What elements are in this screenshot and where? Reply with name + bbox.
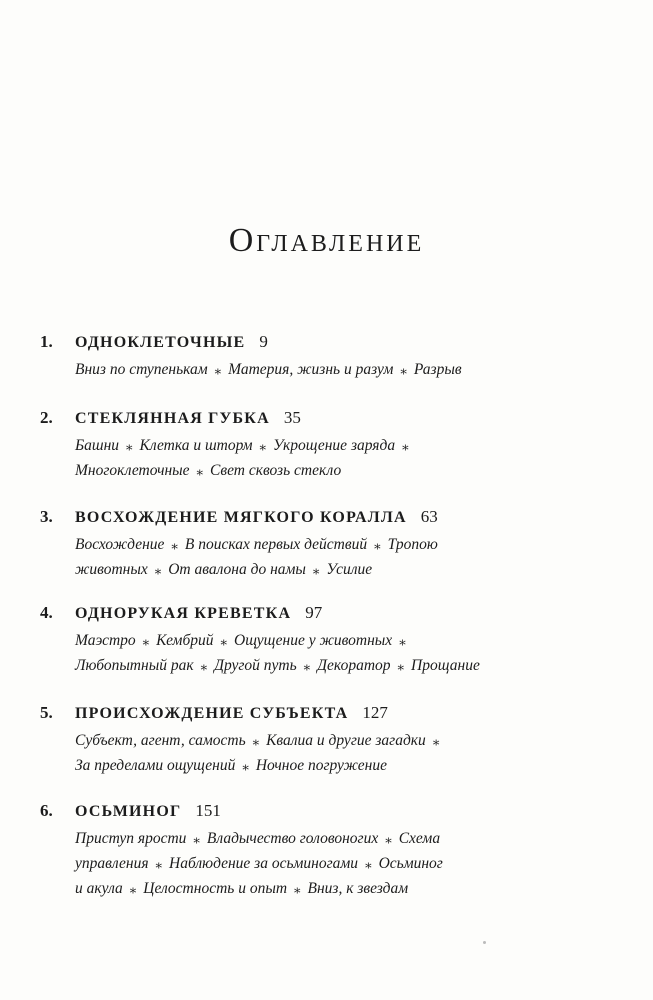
paper-speck (483, 941, 486, 944)
separator-asterisk: ⁎ (385, 831, 392, 846)
chapter-heading (40, 403, 630, 433)
separator-asterisk: ⁎ (200, 658, 208, 673)
chapter-page-number: 97 (305, 603, 323, 622)
topic-line: и акула ⁎ Целостность и опыт ⁎ Вниз, к звездам (75, 880, 409, 897)
chapter-number: 1. (40, 332, 53, 351)
separator-asterisk: ⁎ (252, 733, 260, 748)
chapter-page-number: 9 (259, 332, 268, 351)
topic-line: Приступ ярости ⁎ Владычество головоногих ⁎ Схема (75, 830, 441, 847)
separator-asterisk: ⁎ (171, 537, 178, 552)
topic-line: Любопытный рак ⁎ Другой путь ⁎ Декоратор ⁎ Прощание (75, 657, 480, 674)
separator-asterisk: ⁎ (374, 537, 381, 552)
chapter-number: 3. (40, 507, 53, 526)
separator-asterisk: ⁎ (154, 562, 162, 577)
chapter-title: ОДНОРУКАЯ КРЕВЕТКА (75, 605, 292, 622)
topic-line: животных ⁎ От авалона до намы ⁎ Усилие (75, 561, 373, 578)
separator-asterisk: ⁎ (294, 881, 301, 896)
chapter-topics (40, 532, 630, 582)
topic-line: Субъект, агент, самость ⁎ Квалиа и другие загадки ⁎ (75, 732, 440, 749)
separator-asterisk: ⁎ (126, 438, 133, 453)
topic-line: Многоклеточные ⁎ Свет сквозь стекло (75, 462, 342, 479)
separator-asterisk: ⁎ (242, 758, 249, 773)
chapter-heading (40, 796, 630, 826)
chapter-number: 5. (40, 703, 53, 722)
chapter-page-number: 63 (420, 507, 438, 526)
chapter-page-number: 127 (362, 703, 388, 722)
chapter-title: ОСЬМИНОГ (75, 803, 182, 820)
chapter-entry (40, 502, 630, 582)
chapter-number: 2. (40, 408, 53, 427)
chapter-title: СТЕКЛЯННАЯ ГУБКА (75, 410, 270, 427)
separator-asterisk: ⁎ (259, 438, 266, 453)
chapter-number: 6. (40, 801, 53, 820)
separator-asterisk: ⁎ (155, 856, 163, 871)
chapter-heading (40, 698, 630, 728)
separator-asterisk: ⁎ (432, 733, 440, 748)
topic-line: За пределами ощущений ⁎ Ночное погружение (75, 757, 387, 774)
separator-asterisk: ⁎ (214, 362, 222, 377)
chapter-title: ОДНОКЛЕТОЧНЫЕ (75, 334, 246, 351)
chapter-topics (40, 826, 630, 901)
separator-asterisk: ⁎ (399, 633, 406, 648)
chapter-title: ПРОИСХОЖДЕНИЕ СУБЪЕКТА (75, 705, 349, 722)
separator-asterisk: ⁎ (312, 562, 320, 577)
separator-asterisk: ⁎ (397, 658, 405, 673)
chapter-heading (40, 598, 630, 628)
separator-asterisk: ⁎ (400, 362, 407, 377)
chapter-topics (40, 728, 630, 778)
chapter-title: ВОСХОЖДЕНИЕ МЯГКОГО КОРАЛЛА (75, 509, 407, 526)
separator-asterisk: ⁎ (402, 438, 409, 453)
separator-asterisk: ⁎ (129, 881, 137, 896)
separator-asterisk: ⁎ (196, 463, 204, 478)
page-title: Оглавление (228, 222, 425, 259)
separator-asterisk: ⁎ (303, 658, 311, 673)
separator-asterisk: ⁎ (193, 831, 200, 846)
chapter-entry (40, 796, 630, 901)
chapter-topics (40, 357, 630, 382)
chapter-number: 4. (40, 603, 53, 622)
chapter-page-number: 35 (283, 408, 301, 427)
topic-line: Вниз по ступенькам ⁎ Материя, жизнь и разум ⁎ Разрыв (75, 361, 462, 378)
separator-asterisk: ⁎ (142, 633, 150, 648)
chapter-entry (40, 698, 630, 778)
chapter-heading (40, 502, 630, 532)
chapter-page-number: 151 (195, 801, 221, 820)
chapter-heading (40, 327, 630, 357)
chapter-entry (40, 403, 630, 483)
chapter-topics (40, 433, 630, 483)
topic-line: Восхождение ⁎ В поисках первых действий ⁎ Тропою (75, 536, 438, 553)
separator-asterisk: ⁎ (220, 633, 227, 648)
separator-asterisk: ⁎ (365, 856, 372, 871)
chapter-entry (40, 327, 630, 382)
chapter-topics (40, 628, 630, 678)
topic-line: Башни ⁎ Клетка и шторм ⁎ Укрощение заряда ⁎ (75, 437, 409, 454)
chapter-entry (40, 598, 630, 678)
topic-line: управления ⁎ Наблюдение за осьминогами ⁎ Осьминог (75, 855, 443, 872)
topic-line: Маэстро ⁎ Кембрий ⁎ Ощущение у животных ⁎ (75, 632, 406, 649)
